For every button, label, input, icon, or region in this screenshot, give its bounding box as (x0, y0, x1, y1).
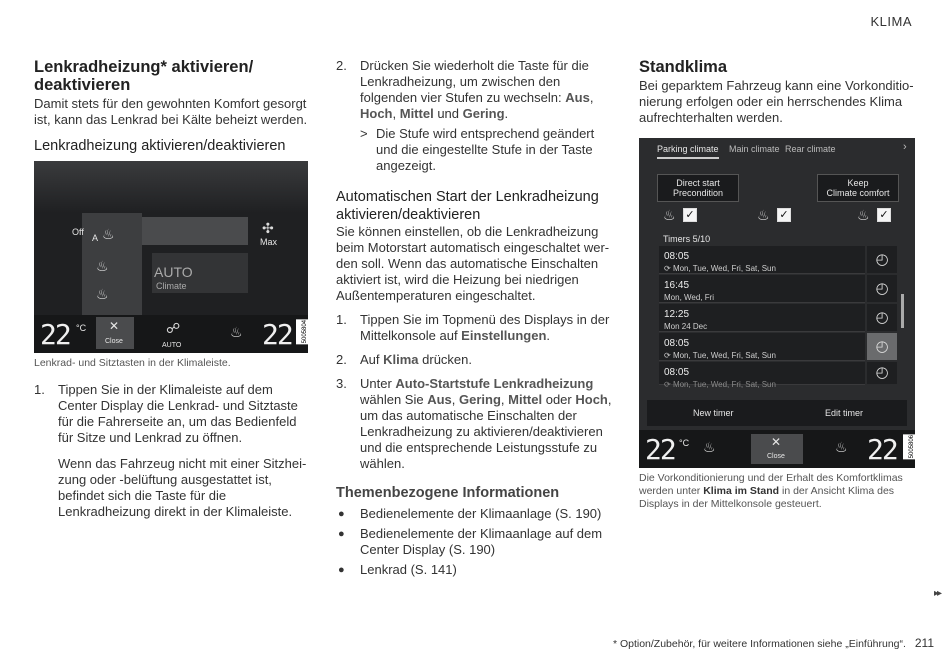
seat-heat-bar-icon[interactable]: ♨ (703, 439, 716, 455)
close-button[interactable] (751, 434, 803, 464)
timer-toggle-icon[interactable]: ◴ (867, 362, 897, 384)
auto-start-text: Sie können einstellen, ob die Lenkradheizung beim Motorstart automatisch eingeschaltet werden soll. Wenn das automatische Einschalten aktiviert ist, wird die Heizung bei niedrigen Außentemperaturen eingeschaltet. (336, 224, 610, 303)
section-title: KLIMA (870, 14, 912, 29)
off-label: Off (72, 227, 84, 237)
passenger-seat-heat-icon: ♨ (857, 207, 870, 223)
step-number: 2. (336, 352, 347, 367)
tab-main-climate[interactable]: Main climate (729, 144, 780, 154)
result-text: Die Stufe wird entsprechend geändert und die eingestellte Stufe in der Taste angezeigt. (376, 126, 595, 173)
auto-small-label: AUTO (162, 342, 182, 349)
timer-days: Mon, Wed, Fri (664, 293, 715, 302)
result-marker: > (360, 126, 368, 141)
direct-start-button[interactable] (657, 174, 739, 202)
timer-time: 16:45 (664, 280, 690, 291)
intro-text: Damit stets für den gewohnten Komfort gesorgt ist, kann das Lenkrad bei Kälte beheizt werden. (34, 96, 308, 127)
timer-toggle-icon[interactable]: ◴ (867, 246, 897, 273)
settings-term: Einstellungen (461, 328, 547, 343)
tab-parking-climate[interactable]: Parking climate (657, 144, 719, 159)
step-text-c: oder (542, 392, 576, 407)
timer-row[interactable] (659, 246, 865, 274)
caption-term: Klima im Stand (703, 485, 780, 497)
step-number: 3. (336, 376, 347, 391)
bullet-icon: ● (338, 528, 345, 540)
climate-label: Climate (156, 281, 187, 291)
steering-wheel-heat-icon: ♨ (757, 207, 770, 223)
step-text: Tippen Sie im Topmenü des Displays in der Mittelkonsole auf (360, 312, 610, 343)
auto-steps-list (336, 312, 612, 472)
column-middle (336, 58, 612, 582)
auto-step-3: 3. Unter Auto-Startstufe Lenkradheizung wählen Sie Aus, Gering, Mittel oder Hoch, um das automatische Einschalten der Lenkradheizung zu aktivieren/deaktivieren und die entsprechende Leistungsstufe zu wählen. (336, 376, 612, 471)
steps-list-2 (336, 58, 612, 174)
timer-days: ⟳ Mon, Tue, Wed, Fri, Sat, Sun (664, 380, 776, 389)
timer-row[interactable] (659, 304, 865, 332)
bullet-icon: ● (338, 564, 345, 576)
level-gering: Gering (462, 106, 505, 121)
a-label: A (92, 233, 99, 243)
step-text-end: drücken. (418, 352, 473, 367)
screenshot-caption: Lenkrad- und Sitztasten in der Klimaleiste. (34, 357, 231, 369)
heading-steering-wheel-heating: Lenkradheizung* aktivieren/ deaktivieren (34, 58, 254, 94)
close-icon: ✕ (109, 319, 120, 333)
close-button[interactable] (96, 317, 134, 349)
auto-label: AUTO (154, 264, 193, 280)
heading-auto-start: Automatischen Start der Lenkradheizung aktivieren/deaktivieren (336, 189, 599, 223)
temp-unit-left: °C (76, 323, 87, 333)
auto-step-1: 1. Tippen Sie im Topmenü des Displays in der Mittelkonsole auf Einstellungen. (336, 312, 610, 343)
close-icon: ✕ (771, 435, 782, 449)
timer-time: 08:05 (664, 367, 690, 378)
seat-heat-icon: ♨ (663, 207, 676, 223)
seat-heat-icon[interactable]: ♨ (96, 258, 109, 274)
parking-climate-screenshot (639, 138, 915, 468)
column-right (639, 58, 915, 511)
seat-heat-bar-icon[interactable]: ♨ (230, 324, 243, 340)
climate-comfort-label: Climate comfort (826, 188, 890, 198)
step-text: Drücken Sie wiederholt die Taste für die Lenkradheizung, um zwischen den folgenden vier Stufen zu wechseln: (360, 58, 589, 105)
airflow-icon[interactable]: ☍ (166, 320, 181, 336)
and-text: und (437, 106, 460, 121)
step-note: Wenn das Fahrzeug nicht mit einer Sitzheizung oder -belüftung ausgestattet ist, befindet sich die Taste für die Lenkradheizung direkt in der Klimaleiste. (58, 456, 307, 519)
option-aus: Aus (427, 392, 452, 407)
temp-right[interactable]: 22 (262, 318, 292, 351)
steps-list (34, 382, 308, 520)
page-footer (613, 636, 934, 650)
bullet-icon: ● (338, 508, 345, 520)
step-result (360, 126, 612, 174)
temp-left[interactable]: 22 (645, 433, 675, 466)
step-number: 2. (336, 58, 347, 73)
max-label: Max (260, 237, 278, 247)
direct-start-label: Direct start (676, 178, 720, 188)
auto-step-2 (336, 352, 612, 368)
image-code: 5005806 (903, 434, 915, 459)
timers-scrollbar[interactable] (901, 294, 904, 328)
footnote: * Option/Zubehör, für weitere Informationen siehe „Einführung“. (612, 638, 906, 650)
parking-climate-caption: Die Vorkonditionierung und der Erhalt des Komfortklimas werden unter Klima im Stand in der Ansicht Klima des Displays in der Mittelkonsole gesteuert. (639, 472, 903, 510)
step-2: 2. Drücken Sie wiederholt die Taste für die Lenkradheizung, um zwischen den folgenden vier Stufen zu wechseln: Aus, Hoch, Mittel und Gering. > Die Stufe wird entsprechend geändert und die eingestellte Stufe in der Taste angezeigt. (336, 58, 612, 174)
fan-slider (142, 217, 248, 245)
page-number: 211 (914, 636, 934, 650)
steering-wheel-heat-icon[interactable]: ♨ (102, 226, 115, 242)
step-text: Tippen Sie in der Klimaleiste auf dem Center Display die Lenkrad- und Sitztaste für die Fahrerseite an, um das Bedienfeld für Sitze und Lenkrad zu öffnen. (58, 382, 298, 445)
step-text: Auf (360, 352, 384, 367)
timer-row[interactable] (659, 333, 865, 361)
timer-toggle-icon[interactable]: ◴ (867, 304, 897, 331)
close-label: Close (105, 338, 123, 345)
related-item[interactable]: ● Lenkrad (S. 141) (338, 562, 457, 577)
keep-label: Keep (847, 178, 869, 188)
level-aus: Aus (565, 90, 590, 105)
temp-unit-left: °C (679, 438, 690, 448)
parking-climate-intro: Bei geparktem Fahrzeug kann eine Vorkonditionierung erfolgen oder ein herrschendes Klima aufrechterhalten werden. (639, 78, 914, 125)
close-label: Close (767, 453, 785, 460)
passenger-seat-heat-checkbox[interactable]: ✓ (877, 208, 891, 222)
auto-start-term: Auto-Startstufe Lenkradheizung (395, 376, 594, 391)
timer-toggle-icon[interactable]: ◴ (867, 333, 897, 360)
climate-term: Klima (383, 352, 419, 367)
option-hoch: Hoch (575, 392, 608, 407)
image-code: 5005804 (296, 319, 308, 344)
heading-related: Themenbezogene Informationen (336, 485, 560, 501)
timer-days: Mon 24 Dec (664, 322, 708, 331)
level-mittel: Mittel (399, 106, 434, 121)
temp-left[interactable]: 22 (40, 318, 70, 351)
chevron-right-icon[interactable]: › (903, 141, 907, 153)
related-item[interactable]: ● Bedienelemente der Klimaanlage auf dem Center Display (S. 190) (338, 526, 603, 557)
step-text-b: wählen Sie (360, 392, 428, 407)
timer-days: ⟳ Mon, Tue, Wed, Fri, Sat, Sun (664, 351, 776, 360)
step-number: 1. (34, 382, 45, 397)
steering-wheel-heat-checkbox[interactable]: ✓ (777, 208, 791, 222)
timer-time: 12:25 (664, 309, 690, 320)
fan-icon[interactable]: ✣ (262, 220, 274, 236)
related-list (336, 506, 612, 578)
passenger-seat-heat-bar-icon[interactable]: ♨ (835, 439, 848, 455)
edit-timer-button[interactable]: Edit timer (825, 408, 864, 418)
timer-time: 08:05 (664, 338, 690, 349)
option-mittel: Mittel (508, 392, 543, 407)
seat-heat-checkbox[interactable]: ✓ (683, 208, 697, 222)
keep-climate-button[interactable] (817, 174, 899, 202)
seat-ventilation-icon[interactable]: ♨ (96, 286, 109, 302)
timer-row[interactable] (659, 362, 865, 389)
step-number: 1. (336, 312, 347, 327)
column-left (34, 58, 308, 520)
heading-parking-climate: Standklima (639, 58, 728, 76)
level-hoch: Hoch (360, 106, 393, 121)
subheading-activate: Lenkradheizung aktivieren/deaktivieren (34, 138, 286, 154)
climate-bar-screenshot (34, 161, 308, 353)
timer-actions-bar (647, 400, 907, 426)
option-gering: Gering (459, 392, 501, 407)
timer-toggle-icon[interactable]: ◴ (867, 275, 897, 302)
timers-label: Timers 5/10 (663, 234, 711, 244)
precondition-label: Precondition (672, 188, 724, 198)
temp-right[interactable]: 22 (867, 433, 897, 466)
step-text-d: , um das automatische Einschalten der Lenkradheizung zu aktivieren/deaktivieren und die entsprechende Leistungsstufe zu wählen. (360, 392, 612, 471)
next-page-icon[interactable]: ▸▸ (933, 588, 940, 599)
timer-days: ⟳ Mon, Tue, Wed, Fri, Sat, Sun (664, 264, 776, 273)
step-1 (34, 382, 308, 520)
screen-top-band (34, 161, 308, 213)
timer-row[interactable] (659, 275, 865, 303)
timer-time: 08:05 (664, 251, 690, 262)
tab-rear-climate[interactable]: Rear climate (785, 144, 836, 154)
new-timer-button[interactable]: New timer (693, 408, 734, 418)
step-text-a: Unter (360, 376, 396, 391)
related-item[interactable]: ● Bedienelemente der Klimaanlage (S. 190) (338, 506, 602, 521)
